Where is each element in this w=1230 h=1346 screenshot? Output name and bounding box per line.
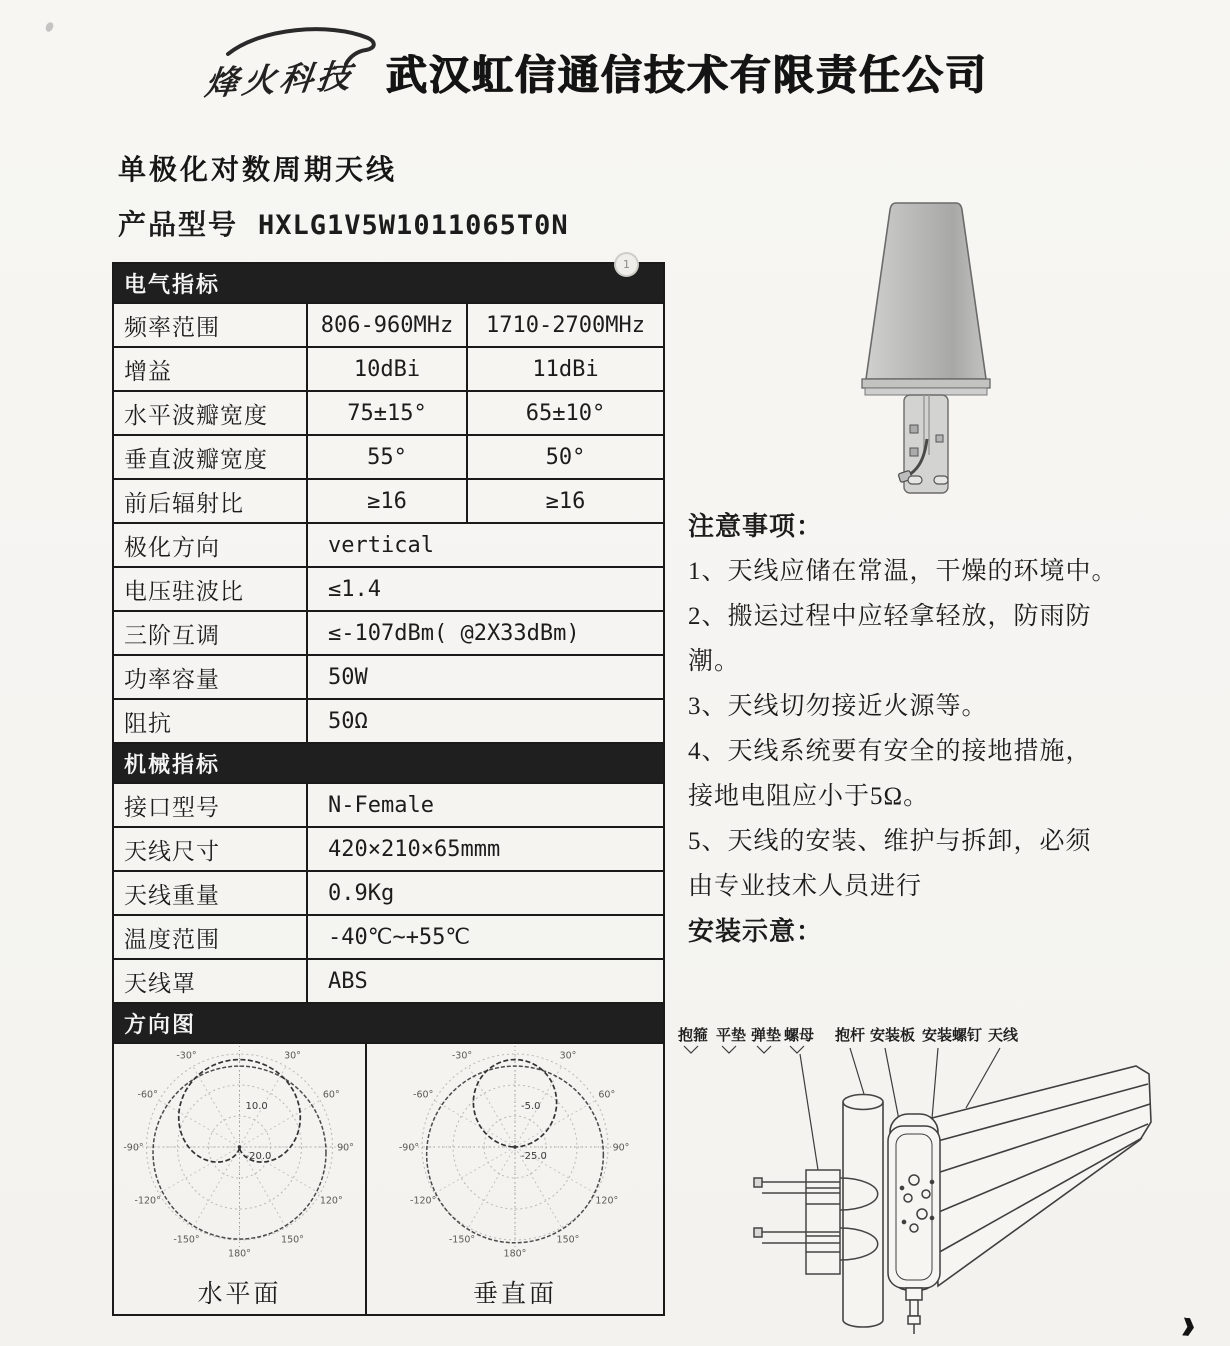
svg-text:150°: 150° <box>281 1234 304 1246</box>
spec-label: 电压驻波比 <box>113 567 307 611</box>
note-line: 2、搬运过程中应轻拿轻放，防雨防 <box>688 603 1092 630</box>
company-name: 武汉虹信通信技术有限责任公司 <box>386 52 988 98</box>
spec-label: 接口型号 <box>113 783 307 827</box>
svg-text:-20.0: -20.0 <box>245 1151 272 1162</box>
svg-text:120°: 120° <box>595 1195 619 1207</box>
section-header: 机械指标 <box>113 743 664 783</box>
spec-table <box>112 262 665 1316</box>
spec-value: 50° <box>467 435 664 479</box>
svg-text:-120°: -120° <box>134 1195 161 1207</box>
spec-row <box>113 699 664 743</box>
spec-value: 65±10° <box>467 391 664 435</box>
spec-label: 水平波瓣宽度 <box>113 391 307 435</box>
installation-diagram <box>670 1022 1230 1344</box>
spec-value: 55° <box>307 435 467 479</box>
spec-row <box>113 347 664 391</box>
note-line: 由专业技术人员进行 <box>688 873 923 900</box>
svg-text:180°: 180° <box>503 1248 527 1260</box>
svg-text:-60°: -60° <box>137 1089 158 1101</box>
spec-value: ≤-107dBm( @2X33dBm) <box>307 611 664 655</box>
page-title: 单极化对数周期天线 <box>118 154 398 185</box>
spec-value: ≥16 <box>307 479 467 523</box>
spec-label: 天线罩 <box>113 959 307 1003</box>
scan-sticker: 1 <box>616 254 637 275</box>
spec-value: -40℃~+55℃ <box>307 915 664 959</box>
spec-row <box>113 959 664 1003</box>
spec-value: 50Ω <box>307 699 664 743</box>
spec-label: 频率范围 <box>113 303 307 347</box>
note-line: 5、天线的安装、维护与拆卸，必须 <box>688 828 1092 855</box>
spec-row <box>113 915 664 959</box>
install-part-label: 安装螺钉 <box>922 1028 983 1044</box>
spec-value: ≤1.4 <box>307 567 664 611</box>
svg-text:60°: 60° <box>322 1089 340 1101</box>
install-part-label: 螺母 <box>784 1028 815 1044</box>
install-title: 安装示意： <box>688 917 824 946</box>
spec-label: 天线尺寸 <box>113 827 307 871</box>
spec-value: 75±15° <box>307 391 467 435</box>
svg-text:180°: 180° <box>228 1248 251 1260</box>
antenna-product-illustration <box>838 186 1062 508</box>
spec-value: vertical <box>307 523 664 567</box>
svg-text:30°: 30° <box>284 1050 301 1062</box>
spec-label: 天线重量 <box>113 871 307 915</box>
svg-text:10.0: 10.0 <box>245 1101 268 1112</box>
note-line: 接地电阻应小于5Ω。 <box>688 783 930 810</box>
spec-row <box>113 391 664 435</box>
svg-text:30°: 30° <box>559 1050 577 1062</box>
section-header: 方向图 <box>113 1003 664 1043</box>
svg-text:-5.0: -5.0 <box>521 1101 541 1112</box>
section-header: 电气指标 <box>113 263 664 303</box>
note-line: 潮。 <box>688 648 741 675</box>
spec-value: N-Female <box>307 783 664 827</box>
spec-value: ABS <box>307 959 664 1003</box>
svg-text:90°: 90° <box>337 1142 354 1154</box>
spec-label: 功率容量 <box>113 655 307 699</box>
company-logo <box>200 20 385 112</box>
logo-text: 烽火科技 <box>202 59 357 103</box>
spec-label: 垂直波瓣宽度 <box>113 435 307 479</box>
pattern-caption: 水平面 <box>197 1281 282 1308</box>
spec-row <box>113 523 664 567</box>
svg-text:-60°: -60° <box>413 1089 434 1101</box>
install-part-label: 抱杆 <box>835 1028 866 1044</box>
product-model-line <box>118 203 569 243</box>
spec-row <box>113 827 664 871</box>
spec-value: 1710-2700MHz <box>467 303 664 347</box>
vertical-pattern-chart <box>367 1044 663 1314</box>
notes-title: 注意事项： <box>688 512 824 541</box>
svg-text:-120°: -120° <box>410 1195 437 1207</box>
spec-label: 增益 <box>113 347 307 391</box>
spec-value: 50W <box>307 655 664 699</box>
spec-value: ≥16 <box>467 479 664 523</box>
note-line: 1、天线应储在常温，干燥的环境中。 <box>688 558 1118 585</box>
note-line: 3、天线切勿接近火源等。 <box>688 693 988 720</box>
svg-text:150°: 150° <box>556 1234 580 1246</box>
spec-label: 前后辐射比 <box>113 479 307 523</box>
spec-row <box>113 655 664 699</box>
svg-text:-30°: -30° <box>451 1050 473 1062</box>
svg-text:-90°: -90° <box>123 1142 144 1154</box>
spec-label: 三阶互调 <box>113 611 307 655</box>
notes-section <box>688 504 1230 954</box>
horizontal-pattern-chart <box>114 1044 367 1314</box>
svg-text:-150°: -150° <box>173 1234 200 1246</box>
spec-value: 10dBi <box>307 347 467 391</box>
spec-row <box>113 611 664 655</box>
spec-label: 极化方向 <box>113 523 307 567</box>
notes-lines <box>688 549 1230 909</box>
spec-row <box>113 871 664 915</box>
pattern-caption: 垂直面 <box>473 1281 558 1308</box>
spec-row <box>113 567 664 611</box>
spec-row <box>113 783 664 827</box>
model-label: 产品型号 <box>118 209 239 240</box>
spec-row <box>113 303 664 347</box>
install-part-label: 安装板 <box>870 1028 916 1044</box>
svg-text:-30°: -30° <box>176 1050 197 1062</box>
note-line: 4、天线系统要有安全的接地措施， <box>688 738 1092 765</box>
spec-value: 0.9Kg <box>307 871 664 915</box>
install-part-label: 弹垫 <box>751 1028 782 1044</box>
spec-row <box>113 479 664 523</box>
install-part-label: 天线 <box>988 1028 1019 1044</box>
svg-text:90°: 90° <box>612 1142 630 1154</box>
spec-value: 420×210×65mmm <box>307 827 664 871</box>
svg-text:60°: 60° <box>598 1089 616 1101</box>
scan-speck <box>44 21 55 33</box>
spec-value: 806-960MHz <box>307 303 467 347</box>
svg-text:120°: 120° <box>319 1195 343 1207</box>
spec-label: 温度范围 <box>113 915 307 959</box>
svg-text:-90°: -90° <box>398 1142 420 1154</box>
install-part-label: 平垫 <box>716 1028 747 1044</box>
pattern-row <box>113 1043 664 1315</box>
spec-row <box>113 435 664 479</box>
svg-text:-25.0: -25.0 <box>521 1151 547 1162</box>
radome <box>866 203 986 379</box>
model-value: HXLG1V5W1011065T0N <box>258 210 569 241</box>
spec-label: 阻抗 <box>113 699 307 743</box>
spec-value: 11dBi <box>467 347 664 391</box>
install-part-label: 抱箍 <box>678 1028 709 1044</box>
svg-text:-150°: -150° <box>448 1234 476 1246</box>
